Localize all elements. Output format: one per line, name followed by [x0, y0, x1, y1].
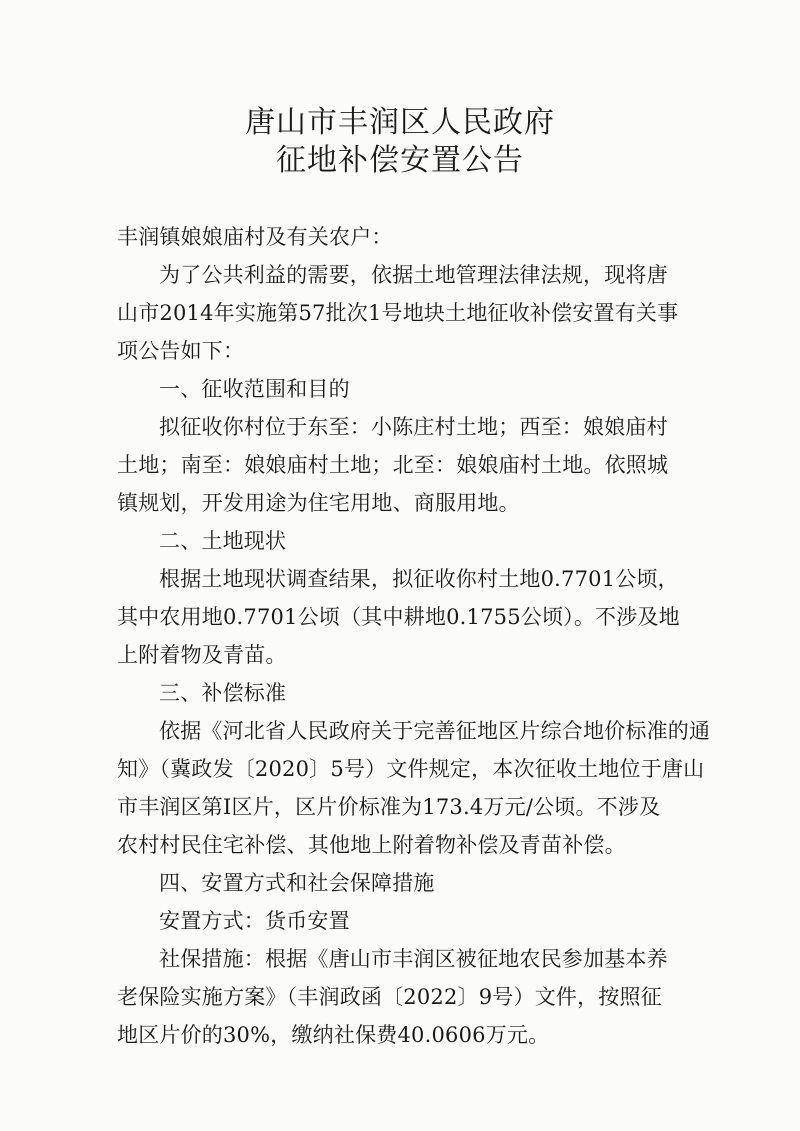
intro-line-1: 为了公共利益的需要，依据土地管理法律法规，现将唐	[159, 263, 668, 287]
section-4-line-2: 老保险实施方案》（丰润政函〔2022〕9号）文件，按照征	[117, 985, 662, 1009]
section-4-heading: 四、安置方式和社会保障措施	[159, 871, 435, 895]
intro-line-3: 项公告如下：	[117, 339, 245, 363]
section-1-line-3: 镇规划，开发用途为住宅用地、商服用地。	[117, 491, 520, 515]
section-2-heading: 二、土地现状	[159, 529, 287, 553]
section-4-method: 安置方式：货币安置	[159, 909, 350, 933]
section-3-line-3: 市丰润区第Ⅰ区片，区片价标准为173.4万元/公顷。不涉及	[117, 795, 661, 819]
intro-line-2: 山市2014年实施第57批次1号地块土地征收补偿安置有关事	[117, 301, 679, 325]
section-3-line-2: 知》（冀政发〔2020〕5号）文件规定，本次征收土地位于唐山	[117, 757, 705, 781]
section-1-line-2: 土地；南至：娘娘庙村土地；北至：娘娘庙村土地。依照城	[117, 453, 669, 477]
section-4-line-3: 地区片价的30%，缴纳社保费40.0606万元。	[117, 1023, 550, 1047]
section-1-heading: 一、征收范围和目的	[159, 377, 350, 401]
section-3-heading: 三、补偿标准	[159, 681, 287, 705]
document-title-line-1: 唐山市丰润区人民政府	[245, 105, 555, 140]
section-2-line-2: 其中农用地0.7701公顷（其中耕地0.1755公顷）。不涉及地	[117, 605, 680, 629]
section-4-line-1: 社保措施：根据《唐山市丰润区被征地农民参加基本养	[159, 947, 668, 971]
document-body	[117, 218, 711, 1054]
section-2-line-1: 根据土地现状调查结果，拟征收你村土地0.7701公顷，	[159, 567, 679, 591]
section-2-line-3: 上附着物及青苗。	[117, 643, 287, 667]
document-title-line-2: 征地补偿安置公告	[276, 143, 524, 178]
addressee: 丰润镇娘娘庙村及有关农户：	[117, 225, 393, 249]
section-3-line-1: 依据《河北省人民政府关于完善征地区片综合地价标准的通	[159, 719, 711, 743]
section-1-line-1: 拟征收你村位于东至：小陈庄村土地；西至：娘娘庙村	[159, 415, 668, 439]
section-3-line-4: 农村村民住宅补偿、其他地上附着物补偿及青苗补偿。	[117, 833, 626, 857]
